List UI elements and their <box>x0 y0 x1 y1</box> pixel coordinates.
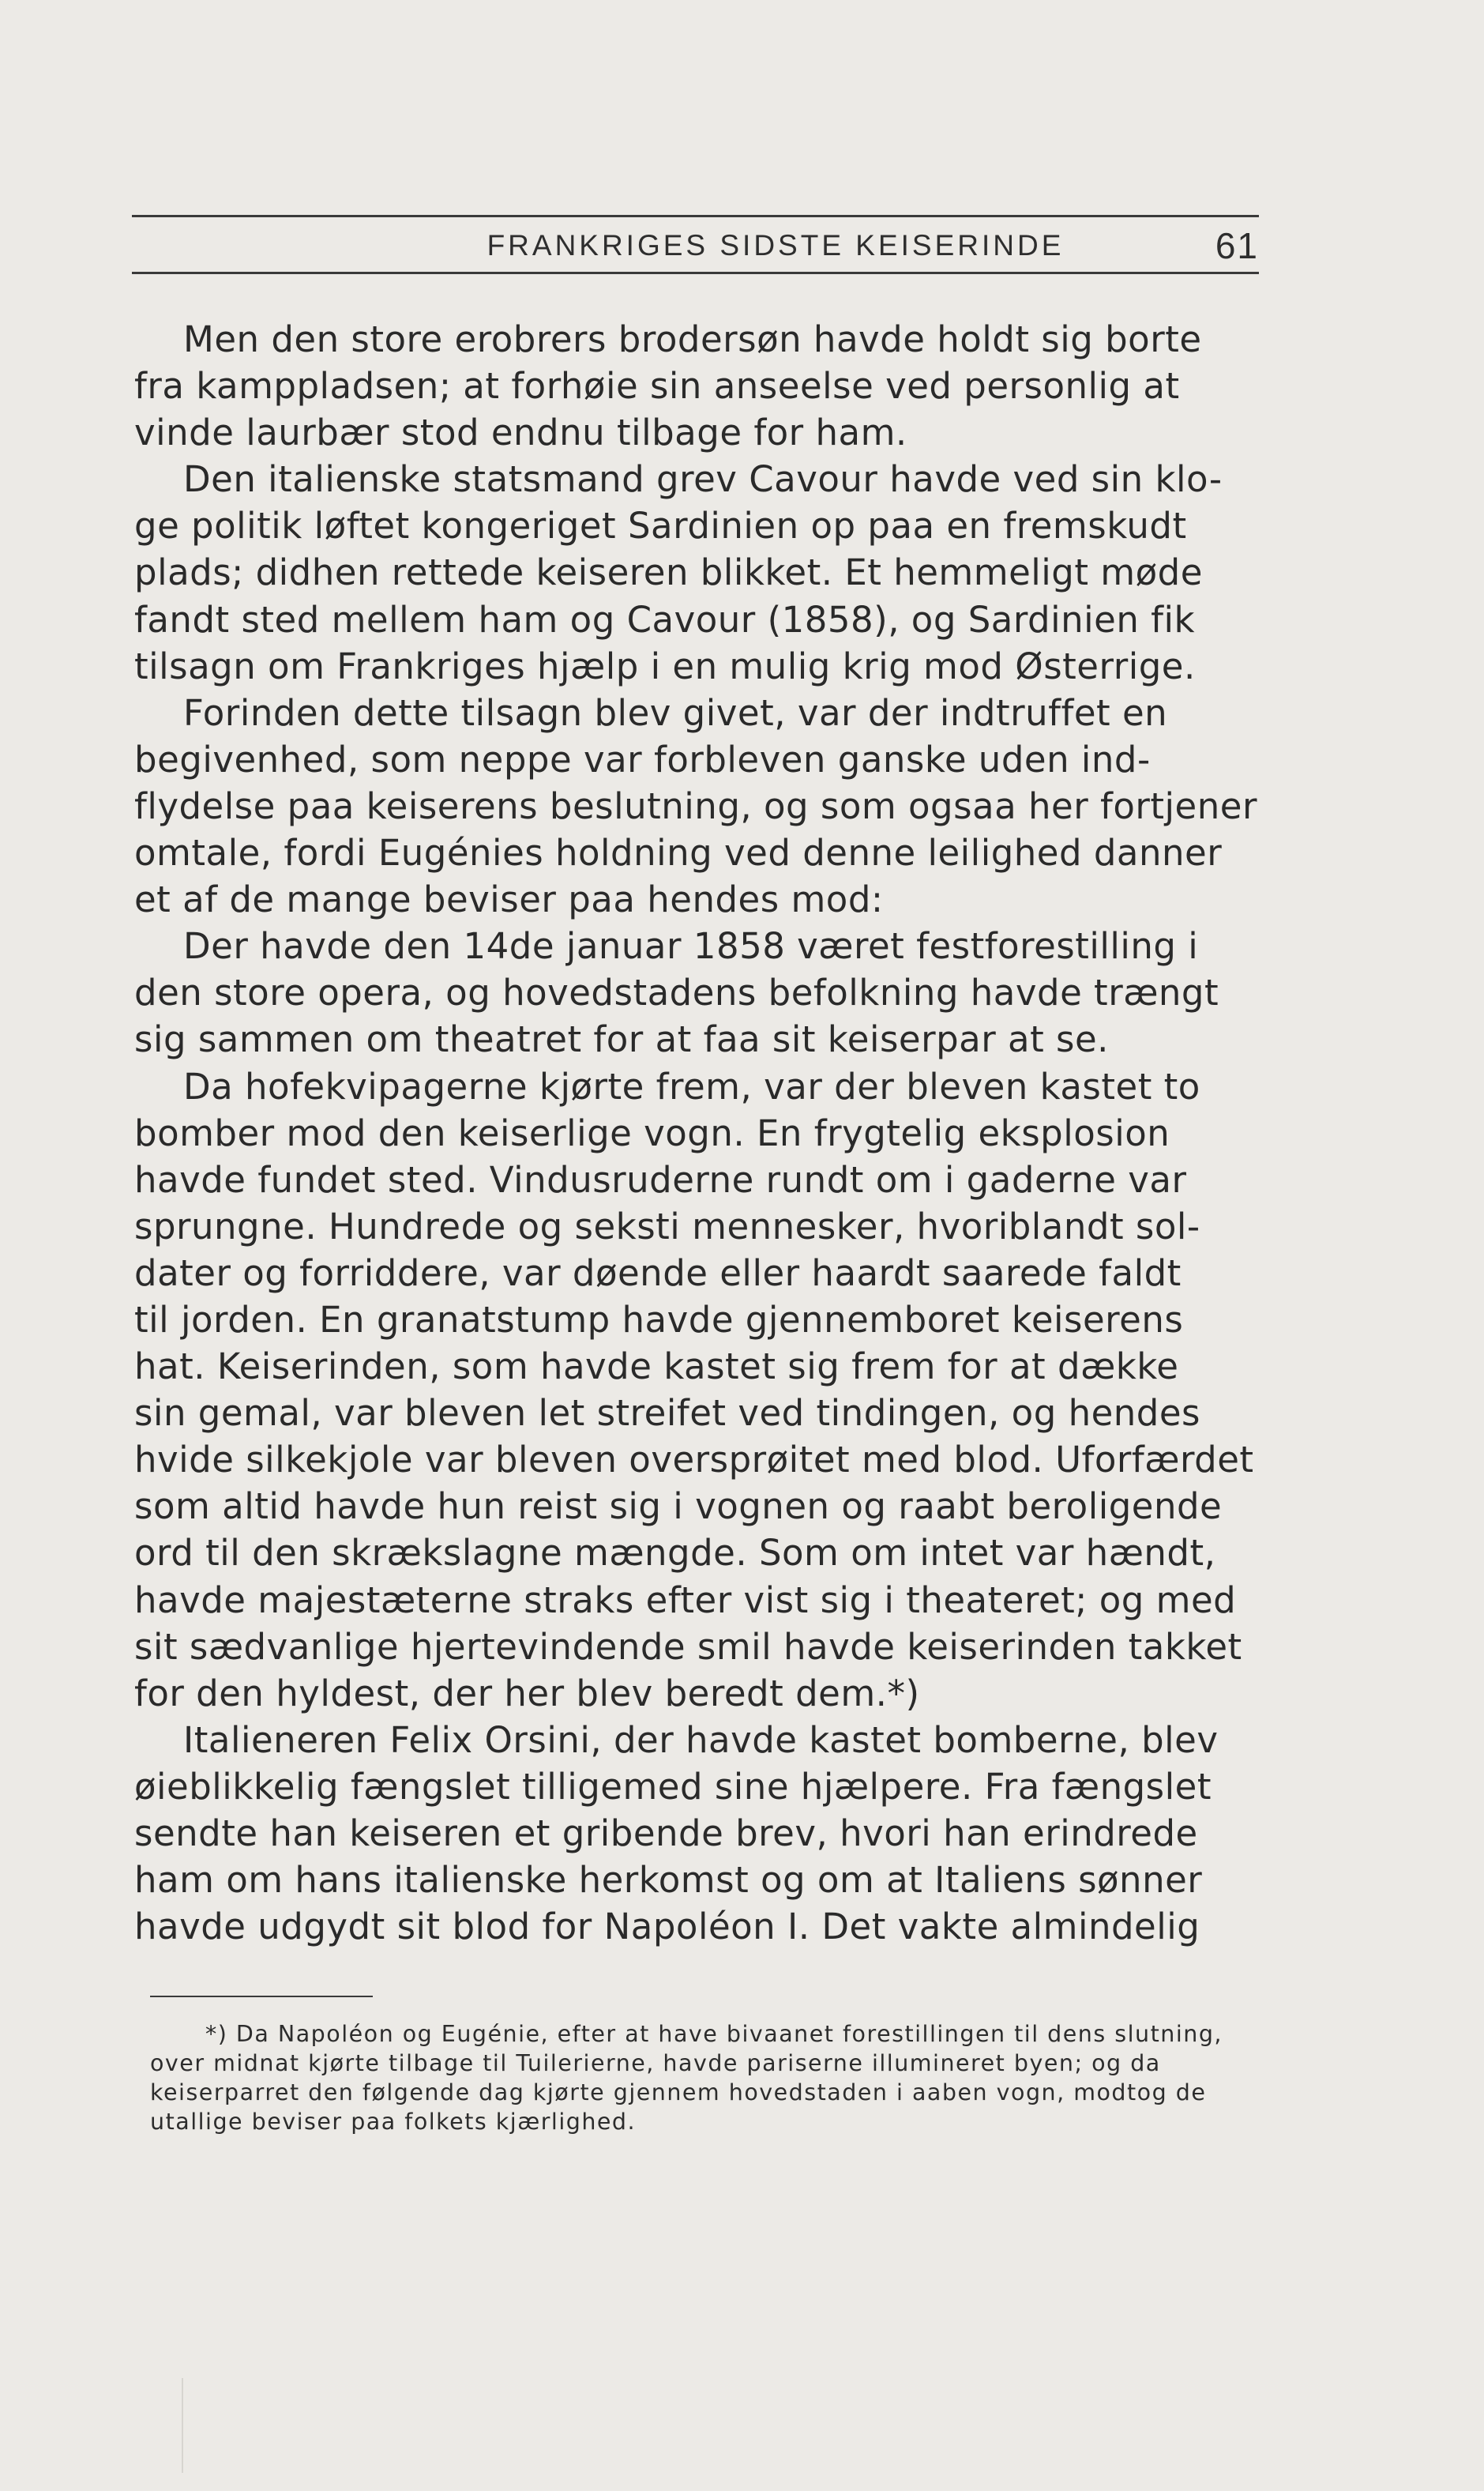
footnote-rule <box>150 1996 373 1997</box>
running-title: FRANKRIGES SIDSTE KEISERINDE <box>487 229 1065 262</box>
paragraph: Forinden dette tilsagn blev givet, var der indtruffet en begivenhed, som neppe var forbleven ganske uden ind- flydelse paa keiserens beslutning, og som ogsaa her fortjener omtale, fordi Eugénies holdning ved denne leilighed danner et af de mange beviser paa hendes mod: <box>134 691 1257 921</box>
header-rule-top <box>132 215 1259 217</box>
paragraph: Da hofekvipagerne kjørte frem, var der bleven kastet to bomber mod den keiserlige vogn. En frygtelig eksplosion havde fundet sted. Vindusruderne rundt om i gaderne var sprungne. Hundrede og seksti mennesker, hvoriblandt sol- dater og forriddere, var døende eller haardt saarede faldt til jorden. En granatstump havde gjennemboret keiserens hat. Keiserinden, som havde kastet sig frem for at dække sin gemal, var bleven let streifet ved tindingen, og hendes hvide silkekjole var bleven oversprøitet med blod. Uforfærdet som altid havde hun reist sig i vognen og raabt beroligende ord til den skrækslagne mængde. Som om intet var hændt, havde majestæterne straks efter vist sig i theateret; og med sit sædvanlige hjertevindende smil havde keiserinden takket for den hyldest, der her blev beredt dem.*) <box>134 1065 1254 1714</box>
header-rule-bottom <box>132 272 1259 274</box>
paragraph: Der havde den 14de januar 1858 været festforestilling i den store opera, og hovedstadens befolkning havde trængt sig sammen om theatret for at faa sit keiserpar at se. <box>134 925 1219 1061</box>
paragraph: Den italienske statsmand grev Cavour havde ved sin klo- ge politik løftet kongeriget Sardinien op paa en fremskudt plads; didhen rettede keiseren blikket. Et hemmeligt møde fandt sted mellem ham og Cavour (1858), og Sardinien fik tilsagn om Frankriges hjælp i en mulig krig mod Østerrige. <box>134 458 1223 687</box>
paragraph: Italieneren Felix Orsini, der havde kastet bomberne, blev øieblikkelig fængslet tilligemed sine hjælpere. Fra fængslet sendte han keiseren et gribende brev, hvori han erindrede ham om hans italienske herkomst og om at Italiens sønner havde udgydt sit blod for Napoléon I. Det vakte almindelig <box>134 1718 1219 1948</box>
paragraph: Men den store erobrers brodersøn havde holdt sig borte fra kamppladsen; at forhøie sin anseelse ved personlig at vinde laurbær stod endnu tilbage for ham. <box>134 318 1202 454</box>
page-edge-mark <box>0 2378 183 2473</box>
body-text <box>134 316 1264 1950</box>
footnote: *) Da Napoléon og Eugénie, efter at have bivaanet forestillingen til dens slutning, over midnat kjørte tilbage til Tuilerierne, havde pariserne illumineret byen; og da keiserparret den følgende dag kjørte gjennem hovedstaden i aaben vogn, modtog de utallige beviser paa folkets kjærlighed. <box>150 2021 1223 2135</box>
running-head <box>132 224 1259 269</box>
page-number: 61 <box>1215 225 1259 266</box>
